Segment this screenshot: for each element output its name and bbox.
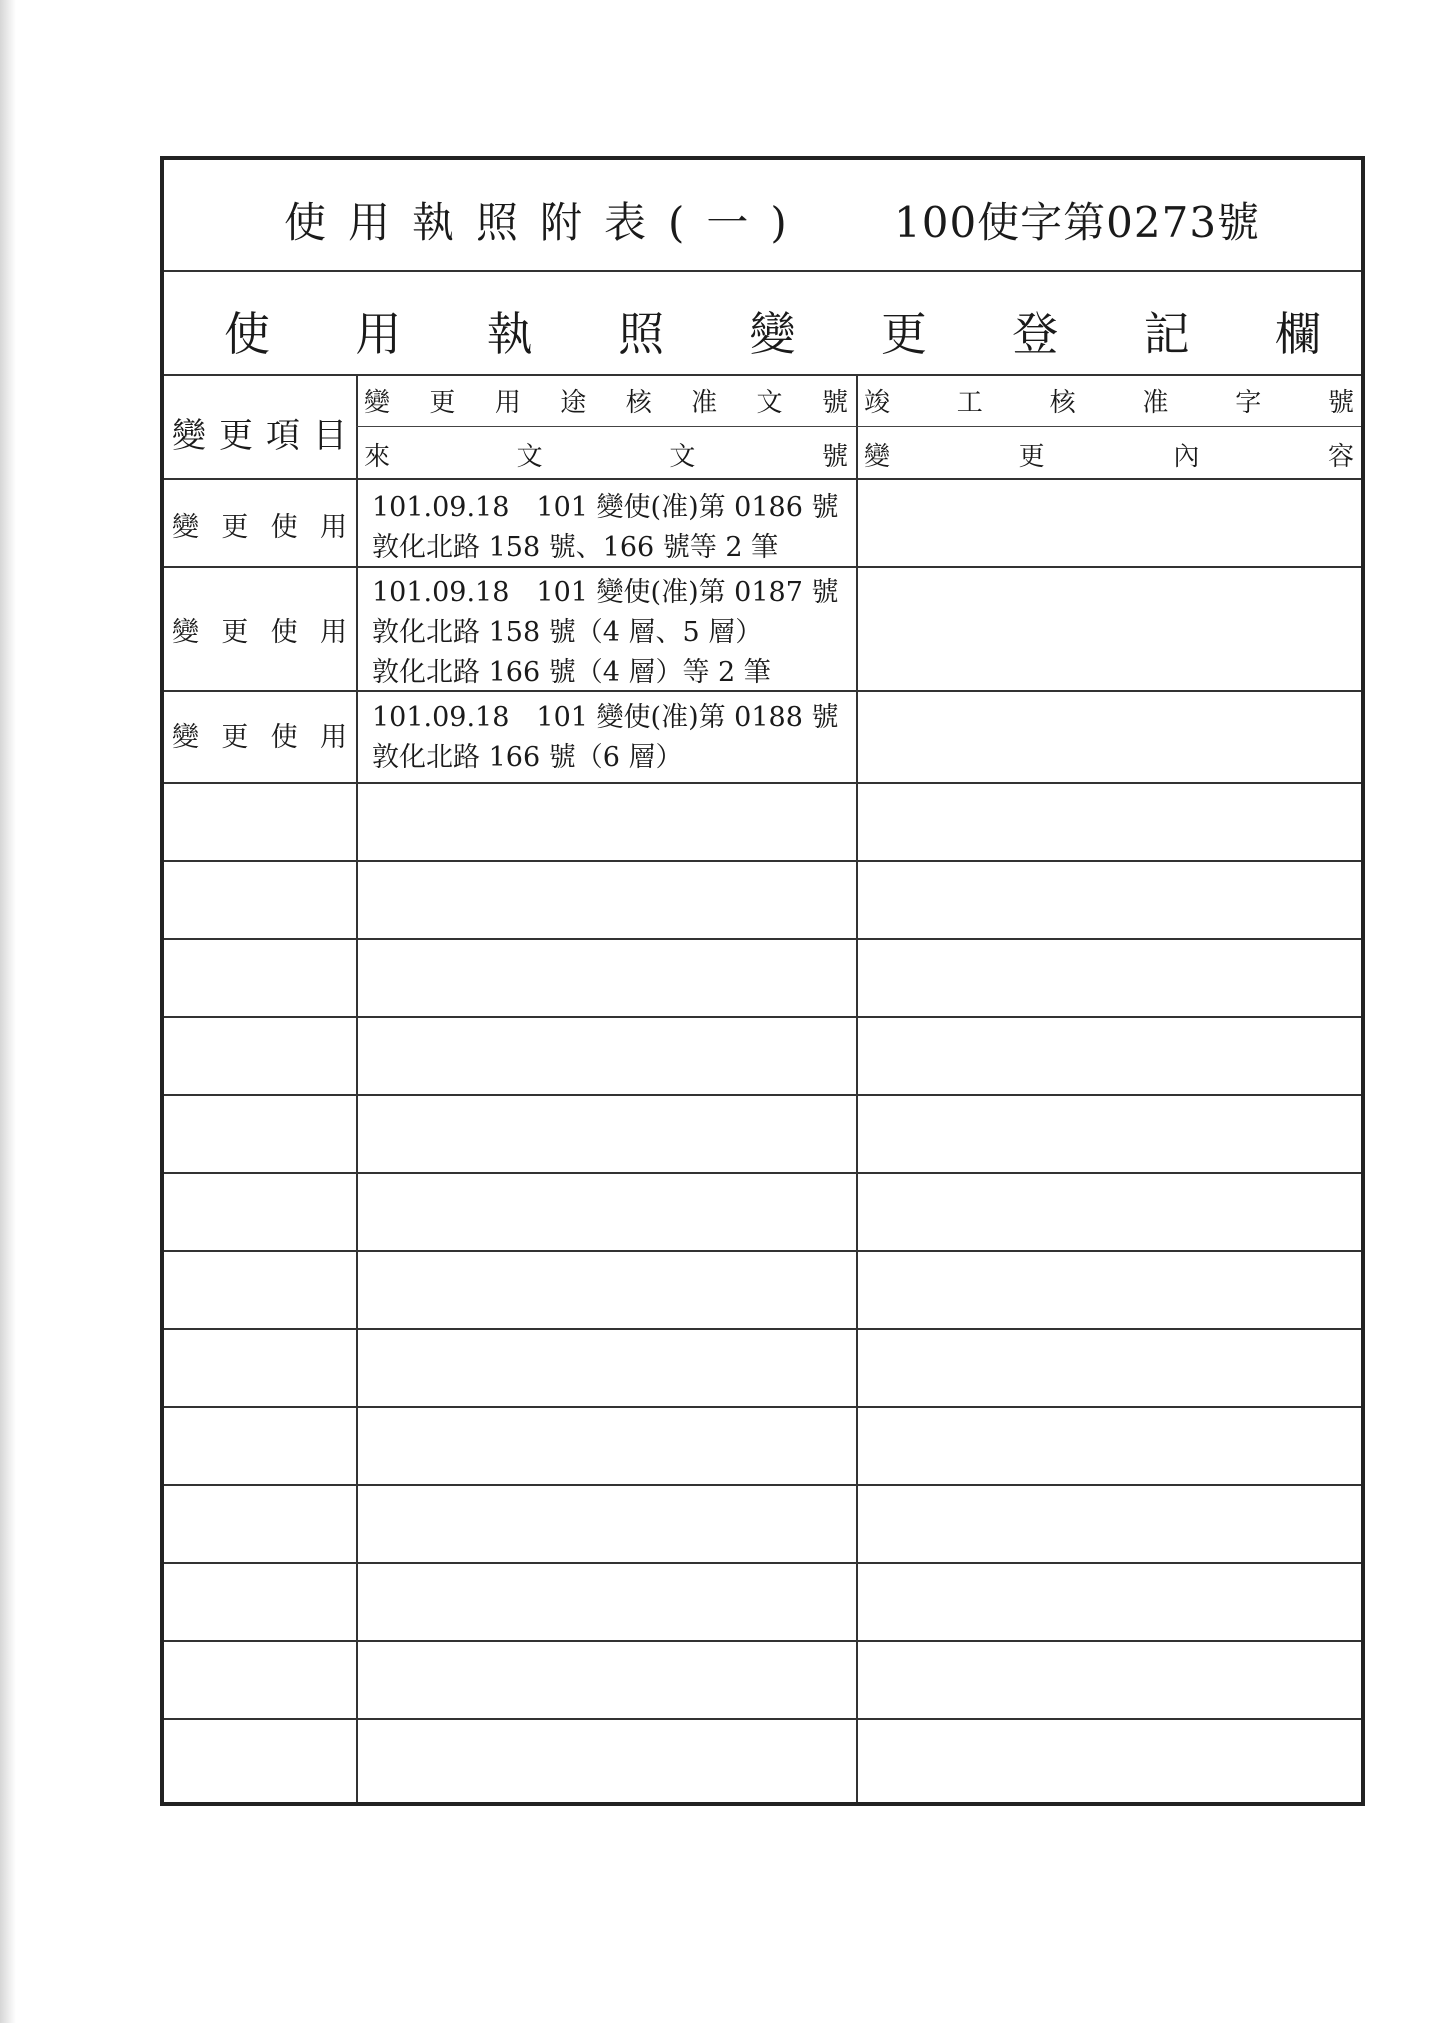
header-approval-doc-no: 變 更 用 途 核 准 文 號 (364, 388, 848, 418)
heading-row (164, 272, 1361, 376)
entry-doc-line: 101.09.18 101 變使(准)第 0187 號 (372, 577, 839, 608)
header-change-content: 變 更 內 容 (864, 442, 1354, 472)
row-divider (164, 690, 1361, 692)
license-number: 100使字第0273號 (894, 198, 1261, 247)
header-subdivider (356, 426, 1361, 427)
form-title: 使用執照附表(一) (284, 198, 809, 247)
empty-row-divider (164, 1250, 1361, 1252)
entry-doc-line: 101.09.18 101 變使(准)第 0186 號 (372, 492, 839, 523)
entry-address-line: 敦化北路 158 號、166 號等 2 筆 (372, 532, 779, 563)
heading-char: 欄 (1275, 307, 1321, 361)
section-heading (224, 298, 1321, 364)
empty-row-divider (164, 1718, 1361, 1720)
empty-row-divider (164, 1016, 1361, 1018)
column-divider (356, 376, 358, 1802)
entry-item-label: 變 更 使 用 (172, 512, 347, 543)
header-bottom-line (164, 478, 1361, 480)
row-divider (164, 566, 1361, 568)
row-divider (164, 782, 1361, 784)
heading-char: 使 (224, 307, 270, 361)
heading-char: 執 (486, 307, 533, 361)
empty-row-divider (164, 938, 1361, 940)
entry-item-label: 變 更 使 用 (172, 722, 347, 753)
empty-row-divider (164, 1484, 1361, 1486)
column-divider (856, 376, 858, 1802)
header-completion-approval-no: 竣 工 核 准 字 號 (864, 388, 1354, 418)
empty-row-divider (164, 1406, 1361, 1408)
heading-char: 更 (880, 307, 927, 361)
empty-row-divider (164, 1172, 1361, 1174)
entry-address-line: 敦化北路 166 號（6 層） (372, 742, 683, 773)
heading-char: 登 (1012, 307, 1059, 361)
empty-row-divider (164, 1328, 1361, 1330)
entry-address-line: 敦化北路 158 號（4 層、5 層） (372, 617, 763, 648)
empty-row-divider (164, 1094, 1361, 1096)
entry-item-label: 變 更 使 用 (172, 617, 347, 648)
empty-row-divider (164, 1562, 1361, 1564)
heading-char: 變 (749, 307, 796, 361)
heading-char: 用 (355, 307, 402, 361)
heading-char: 照 (618, 307, 665, 361)
empty-row-divider (164, 860, 1361, 862)
header-incoming-doc-no: 來 文 文 號 (364, 442, 848, 472)
empty-row-divider (164, 1640, 1361, 1642)
header-change-item: 變 更 項 目 (172, 416, 347, 456)
heading-char: 記 (1143, 307, 1190, 361)
registration-table (160, 156, 1365, 1806)
entry-address-line: 敦化北路 166 號（4 層）等 2 筆 (372, 657, 771, 688)
entry-doc-line: 101.09.18 101 變使(准)第 0188 號 (372, 702, 839, 733)
title-row (164, 160, 1361, 272)
scan-edge-shadow (0, 0, 16, 2023)
